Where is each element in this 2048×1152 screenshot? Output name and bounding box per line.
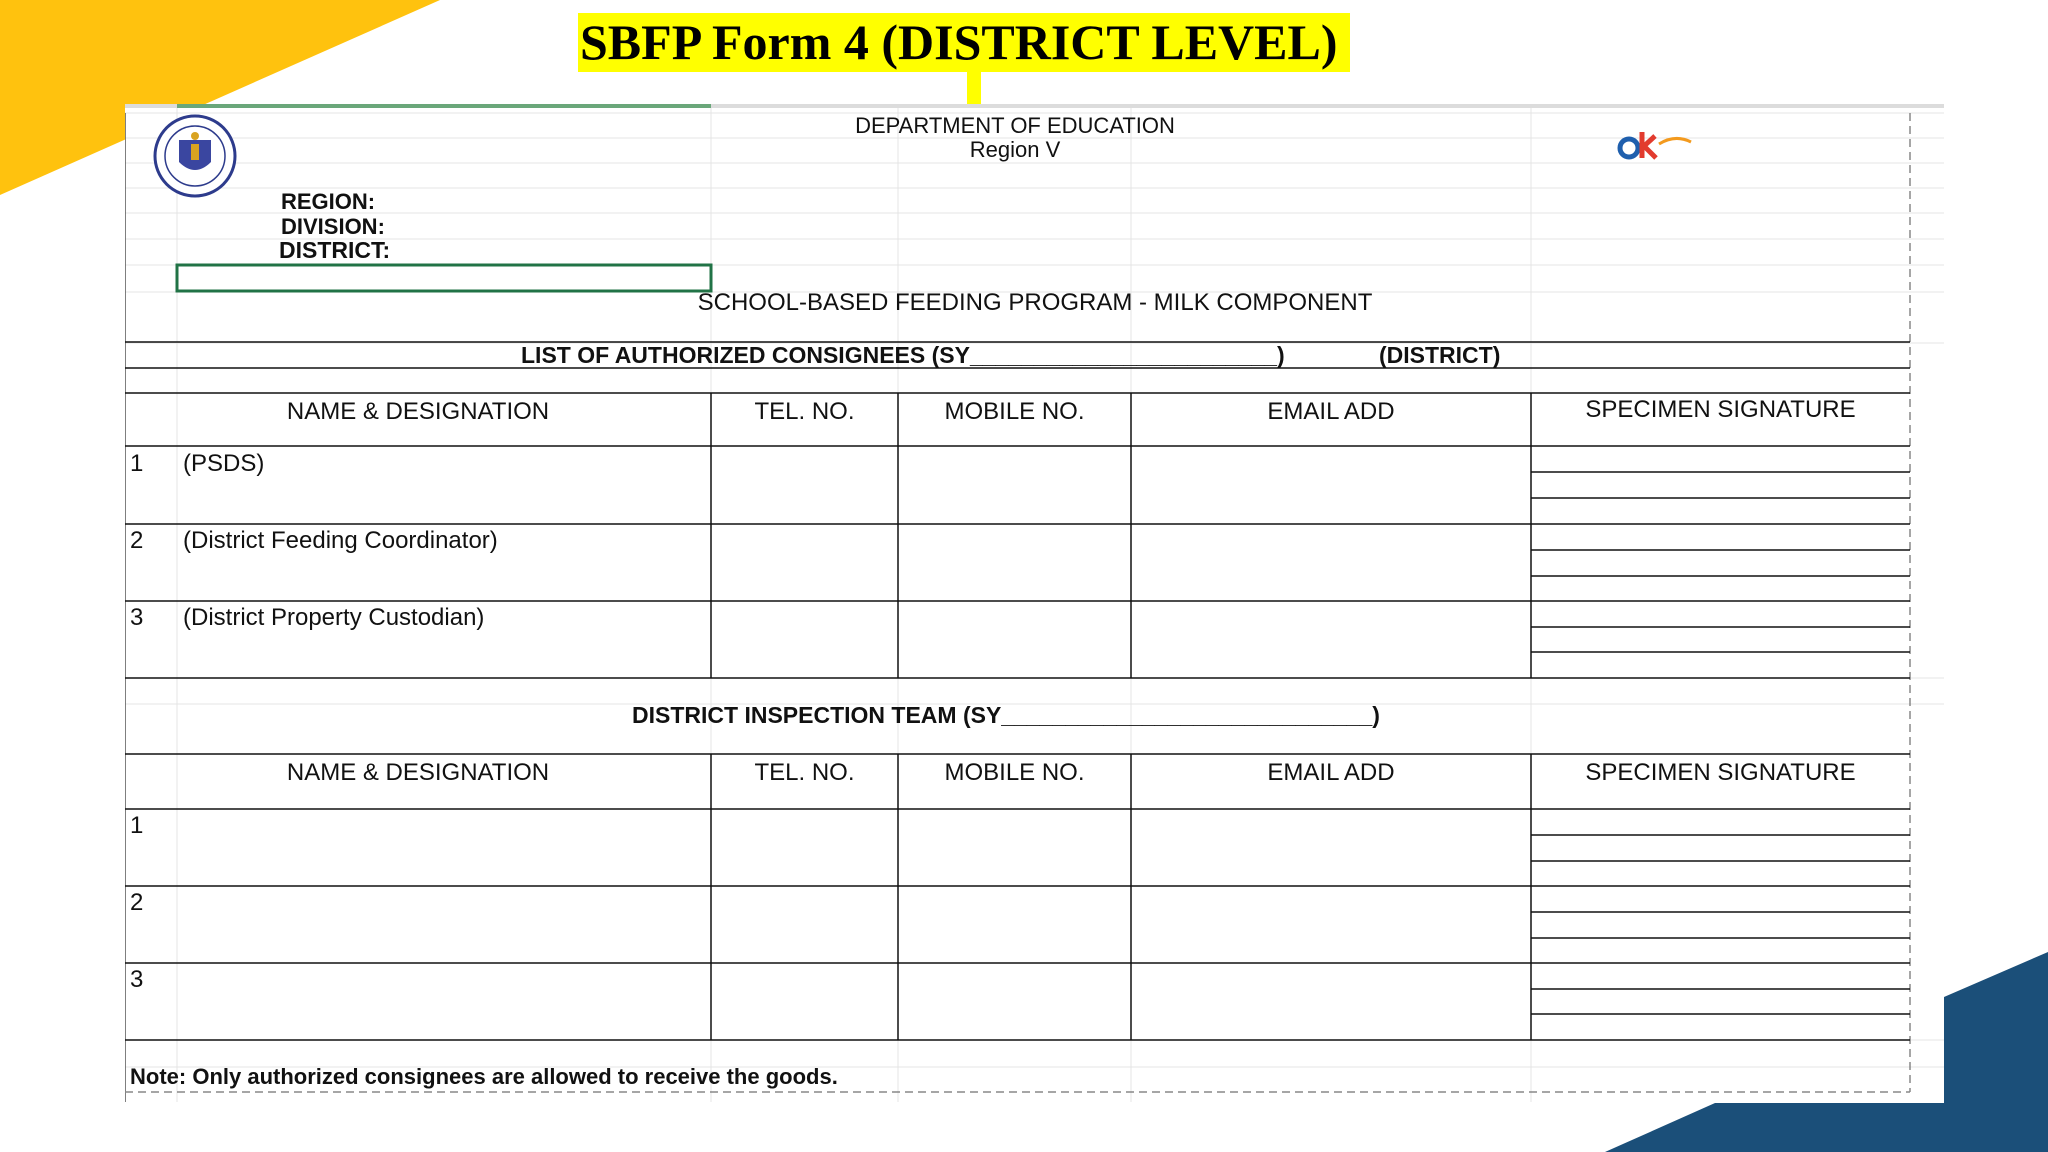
form-sheet xyxy=(125,104,1944,1102)
col-header-email: EMAIL ADD xyxy=(1267,759,1395,786)
district-label: DISTRICT: xyxy=(279,237,391,263)
col-header-signature: SPECIMEN SIGNATURE xyxy=(1585,396,1856,423)
inspection-row-number: 2 xyxy=(130,889,144,916)
inspection-row-number: 1 xyxy=(130,812,144,839)
deped-ok-logo-icon xyxy=(1615,124,1695,168)
slide-title-highlight xyxy=(578,13,1350,72)
division-label: DIVISION: xyxy=(281,214,385,239)
slide-title: SBFP Form 4 (DISTRICT LEVEL) xyxy=(580,14,1338,70)
consignee-row-number: 1 xyxy=(130,450,144,477)
consignee-row-designation: (District Feeding Coordinator) xyxy=(183,527,498,554)
inspection-team-heading: DISTRICT INSPECTION TEAM (SY_____________________________) xyxy=(632,702,1380,728)
col-header-mobile: MOBILE NO. xyxy=(944,398,1085,425)
inspection-row-number: 3 xyxy=(130,966,144,993)
consignee-row-designation: (District Property Custodian) xyxy=(183,604,485,631)
note-text: Note: Only authorized consignees are allowed to receive the goods. xyxy=(130,1064,838,1089)
consignees-heading: LIST OF AUTHORIZED CONSIGNEES (SY________________________) xyxy=(521,342,1285,368)
col-header-mobile: MOBILE NO. xyxy=(944,759,1085,786)
consignee-row-designation: (PSDS) xyxy=(183,450,265,477)
consignee-row-number: 2 xyxy=(130,527,144,554)
col-header-tel: TEL. NO. xyxy=(754,759,855,786)
program-title: SCHOOL-BASED FEEDING PROGRAM - MILK COMPONENT xyxy=(697,289,1373,316)
region-name: Region V xyxy=(969,137,1061,162)
col-header-name: NAME & DESIGNATION xyxy=(286,759,550,786)
consignee-row-number: 3 xyxy=(130,604,144,631)
consignees-district-label: (DISTRICT) xyxy=(1379,342,1501,368)
col-header-name: NAME & DESIGNATION xyxy=(286,398,550,425)
col-header-signature: SPECIMEN SIGNATURE xyxy=(1585,759,1856,786)
title-highlight-stem xyxy=(967,72,981,104)
col-header-tel: TEL. NO. xyxy=(754,398,855,425)
deped-seal-icon xyxy=(143,114,247,198)
col-header-email: EMAIL ADD xyxy=(1267,398,1395,425)
region-label: REGION: xyxy=(281,189,376,214)
department-name: DEPARTMENT OF EDUCATION xyxy=(855,113,1175,138)
